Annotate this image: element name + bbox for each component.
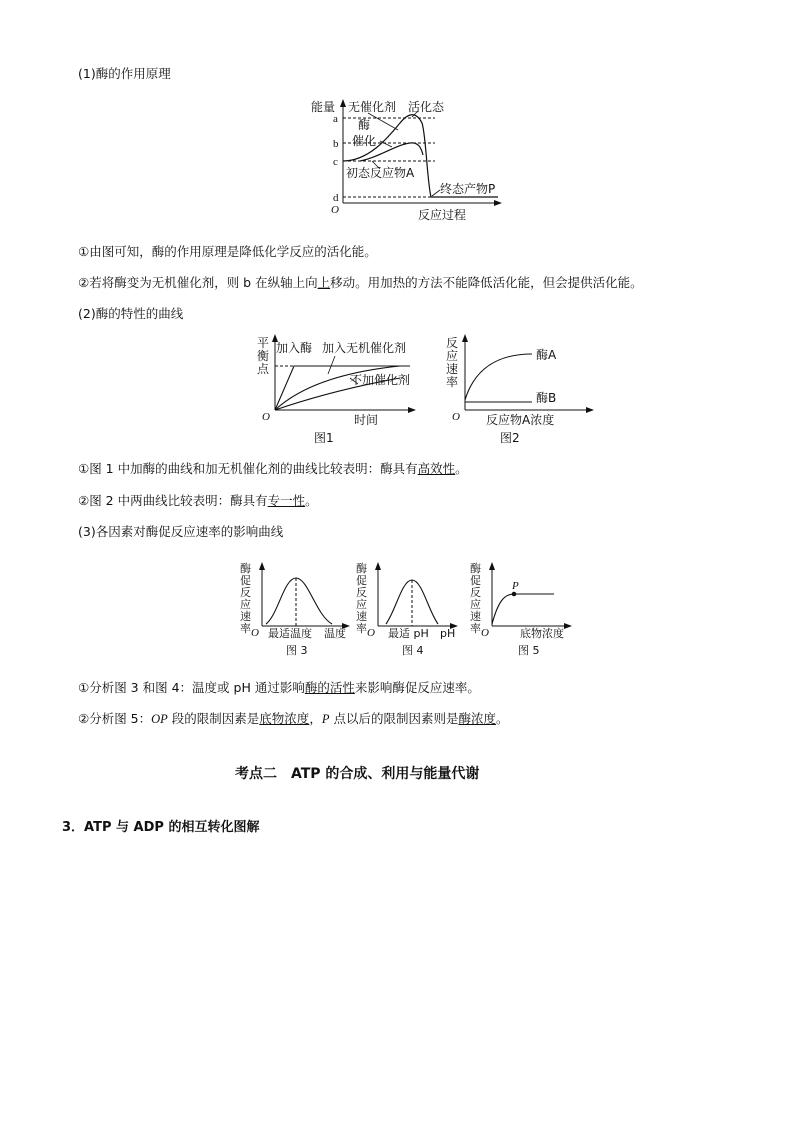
fig4-ylabel-4: 应 — [356, 598, 367, 611]
fig3-ylabel-1: 酶 — [240, 562, 251, 575]
s3-p2-a: ②分析图 5： — [78, 711, 152, 726]
s3-p2-answer-2: 酶浓度 — [458, 711, 496, 726]
fig2-ylabel-4: 率 — [446, 375, 459, 389]
item-3-title: 3．ATP 与 ADP 的相互转化图解 — [62, 820, 260, 835]
pointer-final — [432, 190, 440, 196]
s3-paragraph-2 — [78, 711, 508, 727]
fig5-y-arrow — [489, 562, 495, 570]
figure-4 — [352, 560, 472, 660]
fig1-label-inorganic: 加入无机催化剂 — [322, 341, 407, 355]
fig5-point-p — [512, 592, 517, 597]
tick-a: a — [333, 113, 338, 125]
fig1-ylabel-2: 衡 — [257, 349, 270, 363]
s3-p2-p: P — [321, 712, 330, 726]
final-label: 终态产物P — [440, 182, 496, 196]
heading-factors: (3)各因素对酶促反应速率的影响曲线 — [78, 524, 284, 539]
fig3-y-arrow — [259, 562, 265, 570]
fig3-caption: 图 3 — [286, 644, 308, 657]
fig2-label-b: 酶B — [536, 391, 557, 405]
figure-2 — [440, 332, 600, 447]
fig2-origin: O — [452, 411, 460, 423]
s3-p2-e: 。 — [495, 711, 509, 726]
s3-p2-c: ， — [309, 711, 322, 726]
fig1-caption: 图1 — [314, 431, 334, 445]
y-axis-arrow — [340, 99, 346, 107]
fig4-y-arrow — [375, 562, 381, 570]
figure-1 — [250, 332, 425, 447]
fig2-x-arrow — [586, 407, 594, 413]
s3-p2-op: OP — [151, 712, 168, 726]
fig4-xlabel-optimum: 最适 pH — [388, 627, 429, 640]
s3-p2-answer-1: 底物浓度 — [259, 711, 310, 726]
fig3-bell-curve — [266, 578, 332, 624]
fig2-curve-enzyme-a — [465, 354, 532, 400]
fig4-origin: O — [367, 627, 375, 639]
fig4-ylabel-2: 促 — [356, 574, 367, 587]
fig1-xlabel: 时间 — [354, 413, 379, 427]
heading-enzyme-properties: (2)酶的特性的曲线 — [78, 306, 184, 321]
fig5-xlabel: 底物浓度 — [520, 627, 564, 640]
fig5-x-arrow — [564, 623, 572, 629]
s2-p1-answer: 高效性 — [417, 461, 456, 476]
fig4-ylabel-3: 反 — [356, 586, 367, 599]
s3-p1-post: 来影响酶促反应速率。 — [354, 680, 480, 695]
fig5-caption: 图 5 — [518, 644, 540, 657]
fig3-ylabel-5: 速 — [240, 610, 251, 623]
s3-p2-b: 段的限制因素是 — [167, 711, 260, 726]
y-label: 能量 — [311, 100, 336, 114]
fig1-label-none: 不加催化剂 — [350, 373, 411, 387]
fig1-ylabel-3: 点 — [257, 362, 270, 376]
fig3-ylabel-3: 反 — [240, 586, 251, 599]
energy-diagram — [300, 95, 510, 225]
x-axis-arrow — [494, 200, 502, 206]
fig5-ylabel-3: 反 — [470, 586, 481, 599]
s2-p2-answer: 专一性 — [267, 493, 306, 508]
fig4-ylabel-6: 率 — [356, 622, 367, 635]
initial-label: 初态反应物A — [346, 166, 415, 180]
fig2-y-arrow — [462, 334, 468, 342]
s1-paragraph-2 — [78, 275, 643, 291]
s3-p1-pre: ①分析图 3 和图 4：温度或 pH 通过影响 — [78, 680, 305, 695]
enzyme-label-2: 催化 — [352, 134, 377, 148]
fig3-origin: O — [251, 627, 259, 639]
s1-p2-post: 移动。用加热的方法不能降低活化能，但会提供活化能。 — [330, 275, 643, 290]
fig2-label-a: 酶A — [536, 348, 557, 362]
fig1-pointer-inorganic — [328, 356, 335, 374]
enzyme-label-1: 酶 — [358, 118, 371, 132]
s2-p1-post: 。 — [455, 461, 468, 476]
fig4-ylabel-5: 速 — [356, 610, 367, 623]
fig2-ylabel-3: 速 — [446, 362, 459, 376]
s1-p2-pre: ②若将酶变为无机催化剂，则 b 在纵轴上向 — [78, 275, 318, 290]
s3-paragraph-1 — [78, 680, 480, 696]
fig4-ylabel-1: 酶 — [356, 562, 367, 575]
fig2-caption: 图2 — [500, 431, 520, 445]
fig1-label-enzyme: 加入酶 — [276, 341, 313, 355]
fig1-x-arrow — [408, 407, 416, 413]
s1-p2-answer: 上 — [317, 275, 331, 290]
tick-d: d — [333, 192, 339, 204]
fig3-ylabel-4: 应 — [240, 598, 251, 611]
s3-p1-answer: 酶的活性 — [304, 680, 355, 695]
fig5-curve — [492, 594, 554, 624]
fig5-ylabel-5: 速 — [470, 610, 481, 623]
fig4-caption: 图 4 — [402, 644, 424, 657]
fig2-ylabel-2: 应 — [446, 349, 459, 363]
fig5-ylabel-6: 率 — [470, 622, 481, 635]
section-title-atp: 考点二 ATP 的合成、利用与能量代谢 — [235, 766, 480, 782]
fig2-ylabel-1: 反 — [446, 336, 459, 350]
pointer-noncat — [368, 113, 398, 130]
tick-b: b — [333, 138, 339, 150]
fig1-ylabel-1: 平 — [257, 336, 270, 350]
fig3-xlabel: 温度 — [324, 627, 346, 640]
fig5-ylabel-4: 应 — [470, 598, 481, 611]
x-label: 反应过程 — [418, 208, 467, 222]
figure-5 — [466, 560, 586, 660]
fig5-origin: O — [481, 627, 489, 639]
fig3-ylabel-2: 促 — [240, 574, 251, 587]
fig4-xlabel: pH — [440, 627, 456, 640]
figure-3 — [236, 560, 356, 660]
s2-p1-pre: ①图 1 中加酶的曲线和加无机催化剂的曲线比较表明：酶具有 — [78, 461, 418, 476]
fig1-origin: O — [262, 411, 270, 423]
pointer-enzyme — [380, 141, 392, 147]
fig3-xlabel-optimum: 最适温度 — [268, 627, 312, 640]
noncat-label: 无催化剂 — [348, 100, 397, 114]
s2-paragraph-1 — [78, 461, 468, 477]
heading-enzyme-principle: (1)酶的作用原理 — [78, 66, 171, 81]
s2-paragraph-2 — [78, 493, 318, 509]
active-label: 活化态 — [408, 100, 445, 114]
fig5-ylabel-1: 酶 — [470, 562, 481, 575]
s2-p2-post: 。 — [305, 493, 318, 508]
s1-paragraph-1: ①由图可知，酶的作用原理是降低化学反应的活化能。 — [78, 244, 377, 259]
s3-p2-d: 点以后的限制因素则是 — [329, 711, 459, 726]
s2-p2-pre: ②图 2 中两曲线比较表明：酶具有 — [78, 493, 268, 508]
fig2-xlabel: 反应物A浓度 — [486, 413, 555, 427]
fig3-ylabel-6: 率 — [240, 622, 251, 635]
origin: O — [331, 204, 339, 216]
fig5-label-p: P — [512, 580, 519, 592]
tick-c: c — [333, 156, 338, 168]
fig5-ylabel-2: 促 — [470, 574, 481, 587]
